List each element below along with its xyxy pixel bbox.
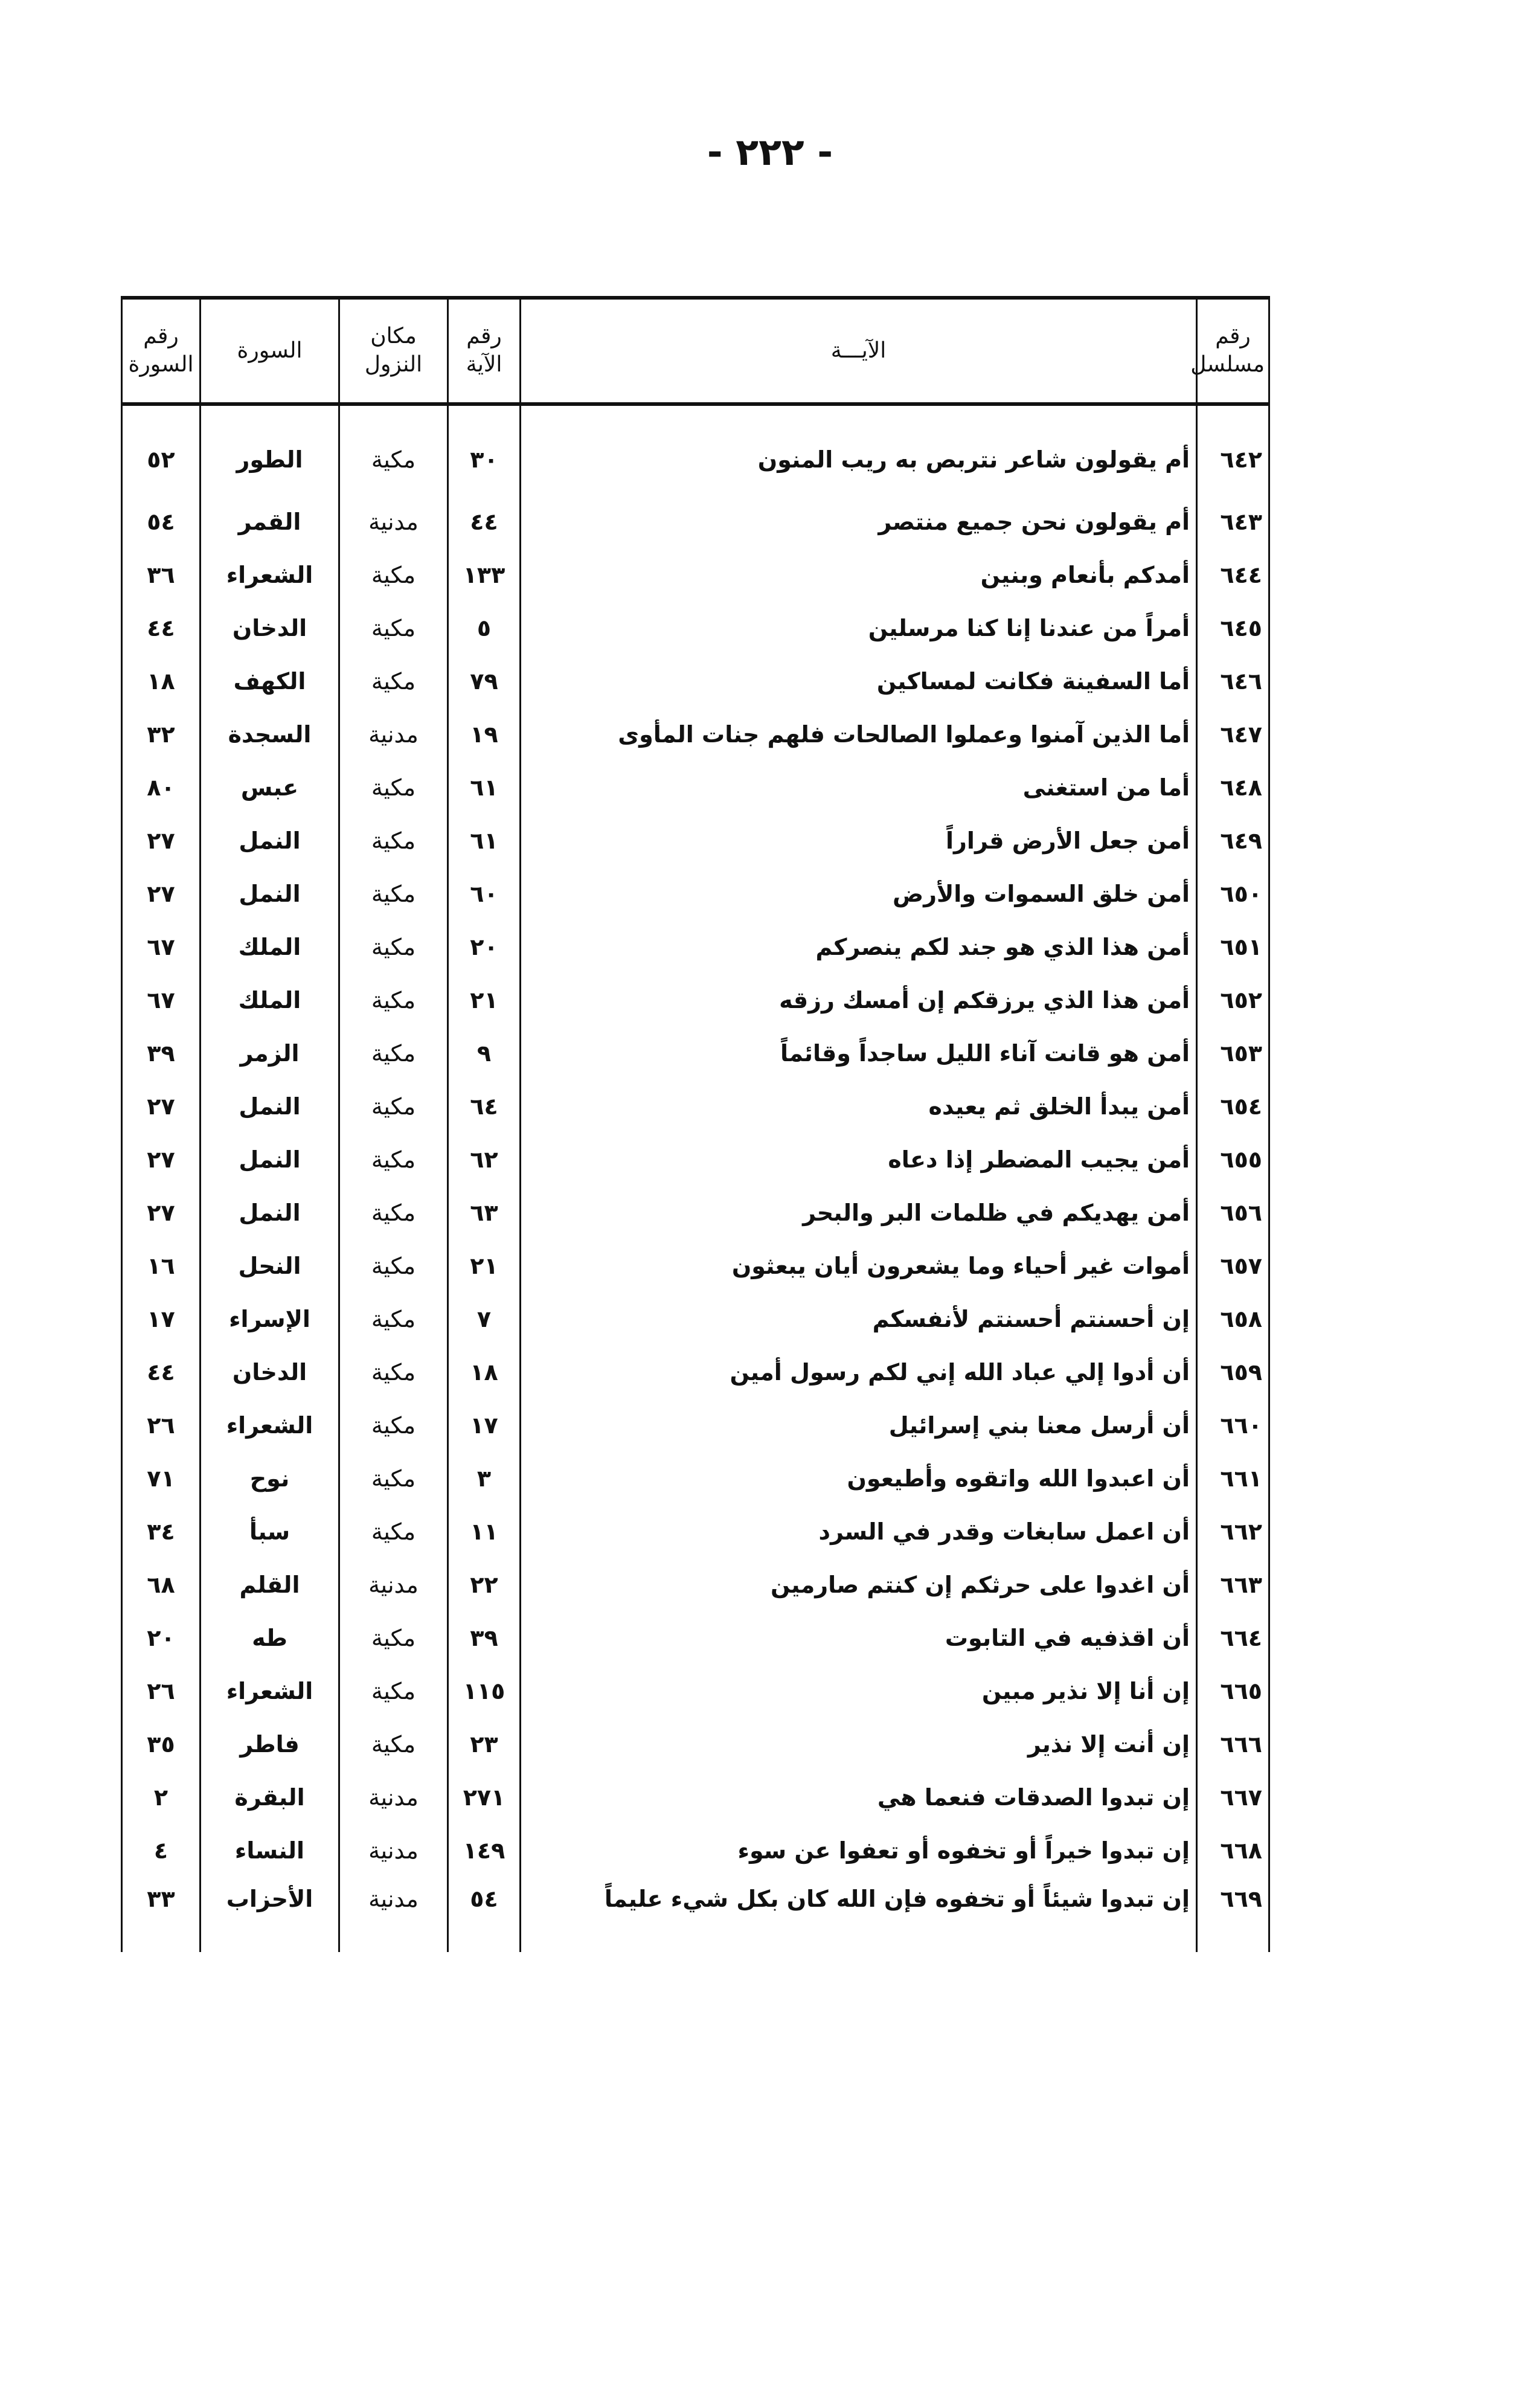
revelation-place-cell: مكية bbox=[339, 655, 448, 708]
surah-number-cell: ١٨ bbox=[122, 655, 201, 708]
serial-number-cell: ٦٦٧ bbox=[1197, 1771, 1269, 1824]
verse-cell: أم يقولون نحن جميع منتصر bbox=[521, 495, 1197, 548]
surah-name-cell: طه bbox=[201, 1611, 339, 1665]
revelation-place-cell: مكية bbox=[339, 1665, 448, 1718]
surah-number-cell: ٣٣ bbox=[122, 1877, 201, 1952]
surah-number-cell: ٣٤ bbox=[122, 1505, 201, 1558]
revelation-place-cell: مدنية bbox=[339, 1558, 448, 1611]
serial-number-cell: ٦٤٢ bbox=[1197, 404, 1269, 495]
surah-name-cell: الدخان bbox=[201, 1346, 339, 1399]
header-surah: السورة bbox=[201, 298, 339, 404]
surah-name-cell: نوح bbox=[201, 1452, 339, 1505]
surah-name-cell: الإسراء bbox=[201, 1293, 339, 1346]
ayah-number-cell: ١٨ bbox=[448, 1346, 521, 1399]
ayah-number-cell: ٧ bbox=[448, 1293, 521, 1346]
table-row bbox=[122, 1399, 1269, 1452]
surah-number-cell: ٢٦ bbox=[122, 1399, 201, 1452]
table-row bbox=[122, 1239, 1269, 1293]
verse-cell: أن أرسل معنا بني إسرائيل bbox=[521, 1399, 1197, 1452]
ayah-number-cell: ٦٢ bbox=[448, 1133, 521, 1186]
verse-cell: إن أحسنتم أحسنتم لأنفسكم bbox=[521, 1293, 1197, 1346]
table-row bbox=[122, 1611, 1269, 1665]
revelation-place-cell: مكية bbox=[339, 1611, 448, 1665]
verse-cell: أن اعمل سابغات وقدر في السرد bbox=[521, 1505, 1197, 1558]
ayah-number-cell: ٧٩ bbox=[448, 655, 521, 708]
revelation-place-cell: مدنية bbox=[339, 495, 448, 548]
revelation-place-cell: مكية bbox=[339, 1080, 448, 1133]
surah-name-cell: عبس bbox=[201, 761, 339, 814]
verse-cell: أموات غير أحياء وما يشعرون أيان يبعثون bbox=[521, 1239, 1197, 1293]
table-row bbox=[122, 1133, 1269, 1186]
surah-name-cell: الشعراء bbox=[201, 1665, 339, 1718]
surah-number-cell: ٢٧ bbox=[122, 1133, 201, 1186]
ayah-number-cell: ٣٠ bbox=[448, 404, 521, 495]
revelation-place-cell: مكية bbox=[339, 1293, 448, 1346]
table-row bbox=[122, 1080, 1269, 1133]
ayah-number-cell: ٥٤ bbox=[448, 1877, 521, 1952]
surah-number-cell: ٢٧ bbox=[122, 1080, 201, 1133]
revelation-place-cell: مكية bbox=[339, 761, 448, 814]
ayah-number-cell: ٢١ bbox=[448, 974, 521, 1027]
table-row bbox=[122, 708, 1269, 761]
revelation-place-cell: مكية bbox=[339, 1399, 448, 1452]
surah-name-cell: النحل bbox=[201, 1239, 339, 1293]
surah-number-cell: ٣٥ bbox=[122, 1718, 201, 1771]
serial-number-cell: ٦٤٧ bbox=[1197, 708, 1269, 761]
page-number: - ٢٢٢ - bbox=[707, 130, 833, 174]
verse-cell: أمن جعل الأرض قراراً bbox=[521, 814, 1197, 867]
verse-cell: أن اعبدوا الله واتقوه وأطيعون bbox=[521, 1452, 1197, 1505]
surah-number-cell: ٢ bbox=[122, 1771, 201, 1824]
ayah-number-cell: ٣ bbox=[448, 1452, 521, 1505]
surah-name-cell: الشعراء bbox=[201, 1399, 339, 1452]
table-row bbox=[122, 1558, 1269, 1611]
table-row bbox=[122, 602, 1269, 655]
serial-number-cell: ٦٤٨ bbox=[1197, 761, 1269, 814]
revelation-place-cell: مدنية bbox=[339, 708, 448, 761]
surah-number-cell: ٣٢ bbox=[122, 708, 201, 761]
verse-cell: إن تبدوا شيئاً أو تخفوه فإن الله كان بكل شيء عليماً bbox=[521, 1877, 1197, 1952]
table-row bbox=[122, 1877, 1269, 1952]
verse-cell: أن اقذفيه في التابوت bbox=[521, 1611, 1197, 1665]
surah-name-cell: الملك bbox=[201, 974, 339, 1027]
verse-cell: أما السفينة فكانت لمساكين bbox=[521, 655, 1197, 708]
revelation-place-cell: مدنية bbox=[339, 1877, 448, 1952]
serial-number-cell: ٦٥٩ bbox=[1197, 1346, 1269, 1399]
table-row bbox=[122, 1505, 1269, 1558]
surah-name-cell: سبأ bbox=[201, 1505, 339, 1558]
surah-number-cell: ٢٧ bbox=[122, 814, 201, 867]
ayah-number-cell: ٢١ bbox=[448, 1239, 521, 1293]
serial-number-cell: ٦٤٩ bbox=[1197, 814, 1269, 867]
table-row bbox=[122, 761, 1269, 814]
revelation-place-cell: مدنية bbox=[339, 1824, 448, 1877]
surah-number-cell: ٣٩ bbox=[122, 1027, 201, 1080]
serial-number-cell: ٦٥٦ bbox=[1197, 1186, 1269, 1239]
header-ayah-number: رقم الآية bbox=[448, 298, 521, 404]
serial-number-cell: ٦٤٣ bbox=[1197, 495, 1269, 548]
table-row bbox=[122, 1027, 1269, 1080]
revelation-place-cell: مكية bbox=[339, 867, 448, 920]
serial-number-cell: ٦٦٢ bbox=[1197, 1505, 1269, 1558]
ayah-number-cell: ٤٤ bbox=[448, 495, 521, 548]
surah-name-cell: النمل bbox=[201, 1080, 339, 1133]
table-row bbox=[122, 1452, 1269, 1505]
verse-cell: أمراً من عندنا إنا كنا مرسلين bbox=[521, 602, 1197, 655]
header-revelation-place: مكان النزول bbox=[339, 298, 448, 404]
header-verse: الآيـــة bbox=[521, 298, 1197, 404]
serial-number-cell: ٦٥٨ bbox=[1197, 1293, 1269, 1346]
verse-cell: أن اغدوا على حرثكم إن كنتم صارمين bbox=[521, 1558, 1197, 1611]
ayah-number-cell: ٢٧١ bbox=[448, 1771, 521, 1824]
surah-number-cell: ٦٨ bbox=[122, 1558, 201, 1611]
ayah-number-cell: ١٤٩ bbox=[448, 1824, 521, 1877]
serial-number-cell: ٦٥٣ bbox=[1197, 1027, 1269, 1080]
table-row bbox=[122, 404, 1269, 495]
surah-number-cell: ٧١ bbox=[122, 1452, 201, 1505]
ayah-number-cell: ١٩ bbox=[448, 708, 521, 761]
surah-number-cell: ٥٢ bbox=[122, 404, 201, 495]
surah-number-cell: ٢٦ bbox=[122, 1665, 201, 1718]
ayah-number-cell: ٢٠ bbox=[448, 920, 521, 974]
ayah-number-cell: ١٣٣ bbox=[448, 548, 521, 602]
verse-index-table bbox=[121, 296, 1270, 1952]
serial-number-cell: ٦٥١ bbox=[1197, 920, 1269, 974]
revelation-place-cell: مكية bbox=[339, 920, 448, 974]
verse-cell: أن أدوا إلي عباد الله إني لكم رسول أمين bbox=[521, 1346, 1197, 1399]
table-row bbox=[122, 974, 1269, 1027]
table-row bbox=[122, 1665, 1269, 1718]
surah-number-cell: ٨٠ bbox=[122, 761, 201, 814]
surah-number-cell: ٤٤ bbox=[122, 1346, 201, 1399]
surah-number-cell: ٢٠ bbox=[122, 1611, 201, 1665]
surah-number-cell: ٤ bbox=[122, 1824, 201, 1877]
revelation-place-cell: مدنية bbox=[339, 1771, 448, 1824]
surah-name-cell: السجدة bbox=[201, 708, 339, 761]
surah-name-cell: البقرة bbox=[201, 1771, 339, 1824]
serial-number-cell: ٦٦٤ bbox=[1197, 1611, 1269, 1665]
table-row bbox=[122, 495, 1269, 548]
ayah-number-cell: ١١ bbox=[448, 1505, 521, 1558]
revelation-place-cell: مكية bbox=[339, 814, 448, 867]
ayah-number-cell: ٦٤ bbox=[448, 1080, 521, 1133]
revelation-place-cell: مكية bbox=[339, 1505, 448, 1558]
revelation-place-cell: مكية bbox=[339, 974, 448, 1027]
ayah-number-cell: ٦١ bbox=[448, 814, 521, 867]
surah-name-cell: الأحزاب bbox=[201, 1877, 339, 1952]
serial-number-cell: ٦٦٣ bbox=[1197, 1558, 1269, 1611]
surah-number-cell: ٤٤ bbox=[122, 602, 201, 655]
surah-number-cell: ٥٤ bbox=[122, 495, 201, 548]
table-row bbox=[122, 1824, 1269, 1877]
serial-number-cell: ٦٦٠ bbox=[1197, 1399, 1269, 1452]
surah-name-cell: النمل bbox=[201, 867, 339, 920]
surah-name-cell: القلم bbox=[201, 1558, 339, 1611]
table-row bbox=[122, 814, 1269, 867]
serial-number-cell: ٦٥٥ bbox=[1197, 1133, 1269, 1186]
table-header-row bbox=[122, 298, 1269, 404]
surah-name-cell: فاطر bbox=[201, 1718, 339, 1771]
verse-cell: أمدكم بأنعام وبنين bbox=[521, 548, 1197, 602]
verse-cell: أم يقولون شاعر نتربص به ريب المنون bbox=[521, 404, 1197, 495]
surah-name-cell: الدخان bbox=[201, 602, 339, 655]
revelation-place-cell: مكية bbox=[339, 1346, 448, 1399]
surah-name-cell: الطور bbox=[201, 404, 339, 495]
ayah-number-cell: ١٧ bbox=[448, 1399, 521, 1452]
header-serial-number: رقم مسلسل bbox=[1197, 298, 1269, 404]
surah-number-cell: ١٦ bbox=[122, 1239, 201, 1293]
surah-number-cell: ٢٧ bbox=[122, 1186, 201, 1239]
serial-number-cell: ٦٦٩ bbox=[1197, 1877, 1269, 1952]
table-row bbox=[122, 1346, 1269, 1399]
serial-number-cell: ٦٥٤ bbox=[1197, 1080, 1269, 1133]
verse-cell: إن أنا إلا نذير مبين bbox=[521, 1665, 1197, 1718]
surah-name-cell: الكهف bbox=[201, 655, 339, 708]
verse-cell: أمن هو قانت آناء الليل ساجداً وقائماً bbox=[521, 1027, 1197, 1080]
serial-number-cell: ٦٦٥ bbox=[1197, 1665, 1269, 1718]
surah-number-cell: ١٧ bbox=[122, 1293, 201, 1346]
verse-cell: أمن يبدأ الخلق ثم يعيده bbox=[521, 1080, 1197, 1133]
verse-cell: أما الذين آمنوا وعملوا الصالحات فلهم جنات المأوى bbox=[521, 708, 1197, 761]
serial-number-cell: ٦٥٧ bbox=[1197, 1239, 1269, 1293]
table-row bbox=[122, 920, 1269, 974]
verse-cell: أمن يجيب المضطر إذا دعاه bbox=[521, 1133, 1197, 1186]
revelation-place-cell: مكية bbox=[339, 404, 448, 495]
revelation-place-cell: مكية bbox=[339, 548, 448, 602]
surah-number-cell: ٦٧ bbox=[122, 920, 201, 974]
verse-cell: إن تبدوا الصدقات فنعما هي bbox=[521, 1771, 1197, 1824]
surah-name-cell: النمل bbox=[201, 1133, 339, 1186]
verse-cell: أمن هذا الذي هو جند لكم ينصركم bbox=[521, 920, 1197, 974]
surah-number-cell: ٢٧ bbox=[122, 867, 201, 920]
table-body bbox=[122, 404, 1269, 1952]
serial-number-cell: ٦٦٨ bbox=[1197, 1824, 1269, 1877]
ayah-number-cell: ٦١ bbox=[448, 761, 521, 814]
surah-name-cell: الزمر bbox=[201, 1027, 339, 1080]
ayah-number-cell: ٣٩ bbox=[448, 1611, 521, 1665]
verse-cell: أما من استغنى bbox=[521, 761, 1197, 814]
surah-number-cell: ٣٦ bbox=[122, 548, 201, 602]
ayah-number-cell: ٦٠ bbox=[448, 867, 521, 920]
serial-number-cell: ٦٦١ bbox=[1197, 1452, 1269, 1505]
revelation-place-cell: مكية bbox=[339, 602, 448, 655]
revelation-place-cell: مكية bbox=[339, 1186, 448, 1239]
table-row bbox=[122, 655, 1269, 708]
ayah-number-cell: ٦٣ bbox=[448, 1186, 521, 1239]
revelation-place-cell: مكية bbox=[339, 1133, 448, 1186]
surah-name-cell: النساء bbox=[201, 1824, 339, 1877]
serial-number-cell: ٦٥٢ bbox=[1197, 974, 1269, 1027]
revelation-place-cell: مكية bbox=[339, 1452, 448, 1505]
surah-name-cell: الملك bbox=[201, 920, 339, 974]
ayah-number-cell: ٥ bbox=[448, 602, 521, 655]
ayah-number-cell: ٢٢ bbox=[448, 1558, 521, 1611]
table-row bbox=[122, 548, 1269, 602]
ayah-number-cell: ٢٣ bbox=[448, 1718, 521, 1771]
revelation-place-cell: مكية bbox=[339, 1027, 448, 1080]
serial-number-cell: ٦٤٤ bbox=[1197, 548, 1269, 602]
serial-number-cell: ٦٦٦ bbox=[1197, 1718, 1269, 1771]
surah-name-cell: النمل bbox=[201, 814, 339, 867]
table-row bbox=[122, 867, 1269, 920]
surah-number-cell: ٦٧ bbox=[122, 974, 201, 1027]
table-row bbox=[122, 1771, 1269, 1824]
surah-name-cell: القمر bbox=[201, 495, 339, 548]
serial-number-cell: ٦٤٦ bbox=[1197, 655, 1269, 708]
verse-cell: إن أنت إلا نذير bbox=[521, 1718, 1197, 1771]
serial-number-cell: ٦٤٥ bbox=[1197, 602, 1269, 655]
revelation-place-cell: مكية bbox=[339, 1718, 448, 1771]
verse-cell: إن تبدوا خيراً أو تخفوه أو تعفوا عن سوء bbox=[521, 1824, 1197, 1877]
surah-name-cell: الشعراء bbox=[201, 548, 339, 602]
verse-cell: أمن يهديكم في ظلمات البر والبحر bbox=[521, 1186, 1197, 1239]
table-row bbox=[122, 1293, 1269, 1346]
ayah-number-cell: ٩ bbox=[448, 1027, 521, 1080]
table-row bbox=[122, 1186, 1269, 1239]
table-row bbox=[122, 1718, 1269, 1771]
verse-cell: أمن هذا الذي يرزقكم إن أمسك رزقه bbox=[521, 974, 1197, 1027]
surah-name-cell: النمل bbox=[201, 1186, 339, 1239]
serial-number-cell: ٦٥٠ bbox=[1197, 867, 1269, 920]
ayah-number-cell: ١١٥ bbox=[448, 1665, 521, 1718]
verse-cell: أمن خلق السموات والأرض bbox=[521, 867, 1197, 920]
revelation-place-cell: مكية bbox=[339, 1239, 448, 1293]
header-surah-number: رقم السورة bbox=[122, 298, 201, 404]
